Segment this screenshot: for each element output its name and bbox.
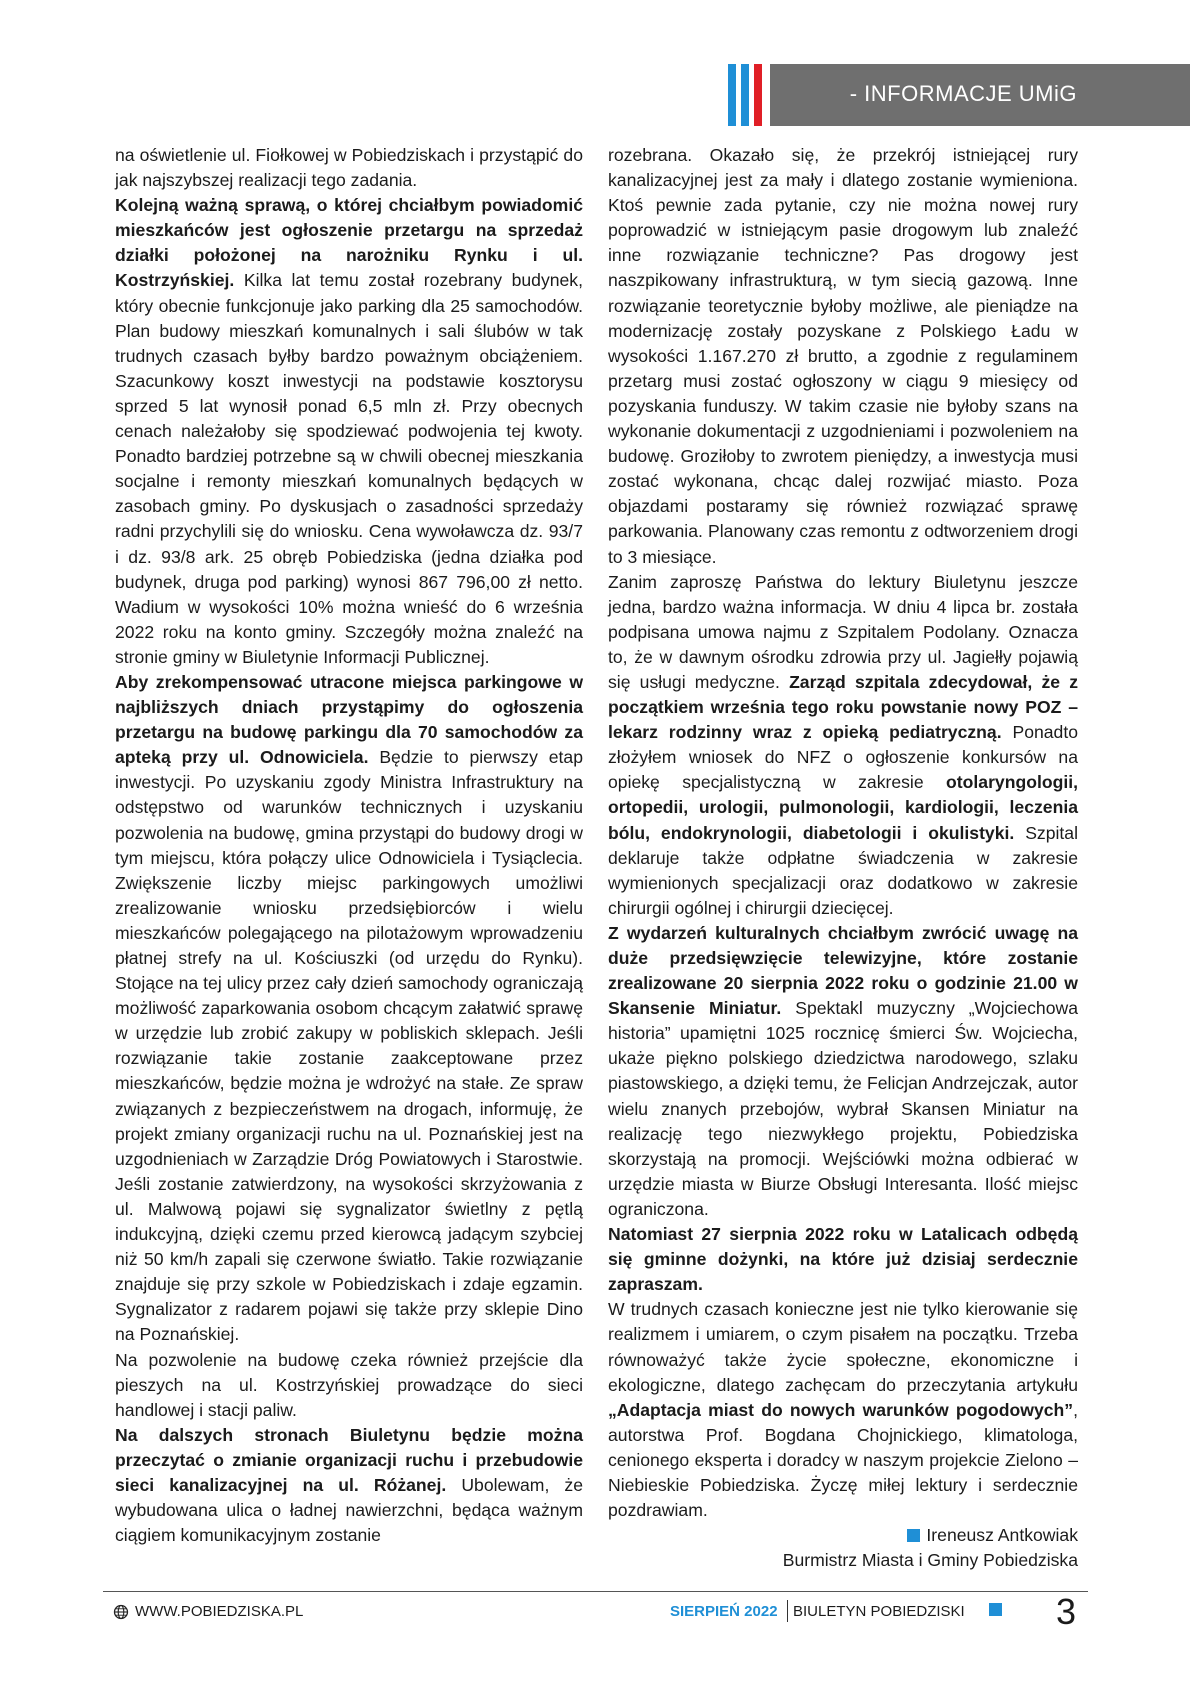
article-column-left (115, 143, 583, 1548)
article-paragraph (115, 1348, 583, 1423)
text-run: na oświetlenie ul. Fiołkowej w Pobiedziskach i przystąpić do jak najszybszej realizacji tego zadania. (115, 145, 583, 191)
bold-text: „Adaptacja miast do nowych warunków pogodowych” (608, 1399, 1074, 1420)
signature-square-icon (907, 1529, 920, 1542)
bold-text: Natomiast 27 sierpnia 2022 roku w Latalicach odbędą się gminne dożynki, na które już dzisiaj serdecznie zapraszam. (608, 1224, 1078, 1295)
footer-website[interactable] (113, 1603, 303, 1620)
footer-square-icon (989, 1603, 1002, 1616)
text-run: W trudnych czasach konieczne jest nie tylko kierowanie się realizmem i umiarem, o czym pisałem na początku. Trzeba równoważyć także życie społeczne, ekonomiczne i ekologiczne, dlatego zachęcam do przeczytania artykułu (608, 1299, 1078, 1395)
article-paragraph (115, 193, 583, 670)
text-run: rozebrana. Okazało się, że przekrój istniejącej rury kanalizacyjnej jest za mały i dlatego zostanie wymieniona. Ktoś pewnie zada pytanie, czy nie można nowej rury poprowadzić w istniejącym pasie drogowym lub znaleźć inne rozwiązanie techniczne? Pas drogowy jest naszpikowany infrastrukturą, w tym siecią gazową. Inne rozwiązanie teoretycznie byłoby możliwe, ale pieniądze na modernizację zostały pozyskane z Polskiego Ładu w wysokości 1.167.270 zł brutto, a zgodnie z regulaminem przetarg musi zostać ogłoszony w ciągu 9 miesięcy od pozyskania funduszy. W takim czasie nie byłoby szans na wykonanie dokumentacji z uzgodnieniami i pozwoleniem na budowę. Groziłoby to zwrotem pieniędzy, a inwestycja musi zostać wykonana, chcąc dalej rozwijać miasto. Poza objazdami postaramy się również rozwiązać sprawę parkowania. Planowany czas remontu z odtworzeniem drogi to 3 miesiące. (608, 145, 1078, 567)
article-paragraph (608, 570, 1078, 921)
article-paragraph (608, 1297, 1078, 1523)
footer-separator (787, 1600, 788, 1622)
header-stripe-red (754, 64, 762, 126)
article-paragraph (608, 143, 1078, 570)
article-paragraph (115, 670, 583, 1348)
bold-text: Zarząd szpitala zdecydował, że z początkiem września tego roku powstanie nowy POZ – lekarz rodzinny wraz z opieką pediatryczną. (608, 671, 1079, 743)
text-run: Ponadto złożyłem wniosek do NFZ o ogłoszenie konkursów na opiekę specjalistyczną w zakresie (608, 722, 1079, 793)
article-paragraph (115, 1423, 583, 1548)
header-stripe-blue-1 (728, 64, 736, 126)
signature-name: Ireneusz Antkowiak (926, 1525, 1078, 1546)
article-paragraph (608, 1222, 1078, 1297)
text-run: Spektakl muzyczny „Wojciechowa historia” upamiętni 1025 rocznicę śmierci Św. Wojciecha, ukaże piękno polskiego dziedzictwa narodowego, szlaku piastowskiego, a dzięki temu, że Felicjan Andrzejczak, autor wielu znanych przebojów, wybrał Skansen Miniatur na realizację tego niezwykłego projektu, Pobiedziska skorzystają na promocji. Wejściówki można odbierać w urzędzie miasta w Biurze Obsługi Interesanta. Ilość miejsc ograniczona. (608, 998, 1078, 1219)
text-run: Kilka lat temu został rozebrany budynek, który obecnie funkcjonuje jako parking dla 25 samochodów. Plan budowy mieszkań komunalnych i sali ślubów w tak trudnych czasach byłby bardzo poważnym obciążeniem. Szacunkowy koszt inwestycji na podstawie kosztorysu sprzed 5 lat wynosił ponad 6,5 mln zł. Przy obecnych cenach należałoby się spodziewać podwojenia tej kwoty. Ponadto bardziej potrzebne są w chwili obecnej mieszkania socjalne i remonty mieszkań komunalnych będących w zasobach gminy. Po dyskusjach o zasadności sprzedaży radni przychylili się do wniosku. Cena wywoławcza dz. 93/7 i dz. 93/8 ark. 25 obręb Pobiedziska (jedna działka pod budynek, druga pod parking) wynosi 867 796,00 zł netto. Wadium w wysokości 10% można wnieść do 6 września 2022 roku na konto gminy. Szczegóły można znaleźć na stronie gminy w Biuletynie Informacji Publicznej. (115, 270, 583, 667)
footer-publication: BIULETYN POBIEDZISKI (793, 1603, 965, 1620)
footer-date: SIERPIEŃ 2022 (670, 1603, 778, 1620)
article-paragraph (115, 143, 583, 193)
text-run: Na pozwolenie na budowę czeka również przejście dla pieszych na ul. Kostrzyńskiej prowadzące do sieci handlowej i stacji paliw. (115, 1349, 583, 1420)
bold-text: otolaryngologii, ortopedii, urologii, pulmonologii, kardiologii, leczenia bólu, endokrynologii, diabetologii i okulistyki. (608, 772, 1078, 843)
text-run: , autorstwa Prof. Bogdana Chojnickiego, klimatologa, cenionego eksperta i doradcy w naszym projekcie Zielono – Niebieskie Pobiedziska. Życzę miłej lektury i serdecznie pozdrawiam. (608, 1399, 1078, 1521)
signature-name-line (608, 1523, 1078, 1548)
header-stripe-blue-2 (741, 64, 749, 126)
bold-text: Aby zrekompensować utracone miejsca parkingowe w najbliższych dniach przystąpimy do ogłoszenia przetargu na budowę parkingu dla 70 samochodów za apteką przy ul. Odnowiciela. (115, 671, 583, 768)
text-run: Ubolewam, że wybudowana ulica o ładnej nawierzchni, będąca ważnym ciągiem komunikacyjnym zostanie (115, 1474, 583, 1546)
text-run: Szpital deklaruje także odpłatne świadczenia w zakresie wymienionych specjalizacji oraz dodatkowo w zakresie chirurgii ogólnej i chirurgii dziecięcej. (608, 822, 1078, 918)
signature-role: Burmistrz Miasta i Gminy Pobiedziska (782, 1550, 1078, 1571)
bold-text: Na dalszych stronach Biuletynu będzie można przeczytać o zmianie organizacji ruchu i przebudowie sieci kanalizacyjnej na ul. Różanej. (115, 1424, 583, 1495)
footer-website-text[interactable]: WWW.POBIEDZISKA.PL (135, 1603, 304, 1620)
globe-icon (113, 1604, 129, 1620)
footer-rule (103, 1591, 1088, 1592)
page-number: 3 (1056, 1591, 1077, 1632)
text-run: Będzie to pierwszy etap inwestycji. Po uzyskaniu zgody Ministra Infrastruktury na odstępstwo od warunków technicznych i uzyskaniu pozwolenia na budowę, gmina przystąpi do budowy drogi w tym miejscu, która połączy ulice Odnowiciela i Tysiąclecia. Zwiększenie liczby miejsc parkingowych umożliwi zrealizowanie wniosku przedsiębiorców i wielu mieszkańców polegającego na pilotażowym wprowadzeniu płatnej strefy na ul. Kościuszki (od urzędu do Rynku). Stojące na tej ulicy przez cały dzień samochody ograniczają możliwość zaparkowania osobom chcącym załatwić sprawę w urzędzie lub zrobić zakupy w pobliskich sklepach. Jeśli rozwiązanie takie zostanie zaakceptowane przez mieszkańców, będzie można je wdrożyć na stałe. Ze spraw związanych z bezpieczeństwem na drogach, informuję, że projekt zmiany organizacji ruchu na ul. Poznańskiej jest na uzgodnieniach w Zarządzie Dróg Powiatowych i Starostwie. Jeśli zostanie zatwierdzony, na wysokości skrzyżowania z ul. Malwową pojawi się sygnalizator świetlny z pętlą indukcyjną, dzięki czemu przed kierowcą jadącym szybciej niż 50 km/h zapali się czerwone światło. Takie rozwiązanie znajduje się przy szkole w Pobiedziskach i zdaje egzamin. Sygnalizator z radarem pojawi się także przy sklepie Dino na Poznańskiej. (115, 747, 583, 1345)
text-run: Zanim zaproszę Państwa do lektury Biuletynu jeszcze jedna, bardzo ważna informacja. W dniu 4 lipca br. została podpisana umowa najmu z Szpitalem Podolany. Oznacza to, że w dawnym ośrodku zdrowia przy ul. Jagiełły pojawią się usługi medyczne. (608, 571, 1078, 692)
section-title: - INFORMACJE UMiG (849, 81, 1077, 106)
article-column-right (608, 143, 1078, 1573)
bold-text: Z wydarzeń kulturalnych chciałbym zwrócić uwagę na duże przedsięwzięcie telewizyjne, które zostanie zrealizowane 20 sierpnia 2022 roku o godzinie 21.00 w Skansenie Miniatur. (608, 922, 1078, 1019)
section-header (770, 64, 1190, 126)
bold-text: Kolejną ważną sprawą, o której chciałbym powiadomić mieszkańców jest ogłoszenie przetargu na sprzedaż działki położonej na narożniku Rynku i ul. Kostrzyńskiej. (115, 195, 583, 291)
article-paragraph (608, 921, 1078, 1222)
